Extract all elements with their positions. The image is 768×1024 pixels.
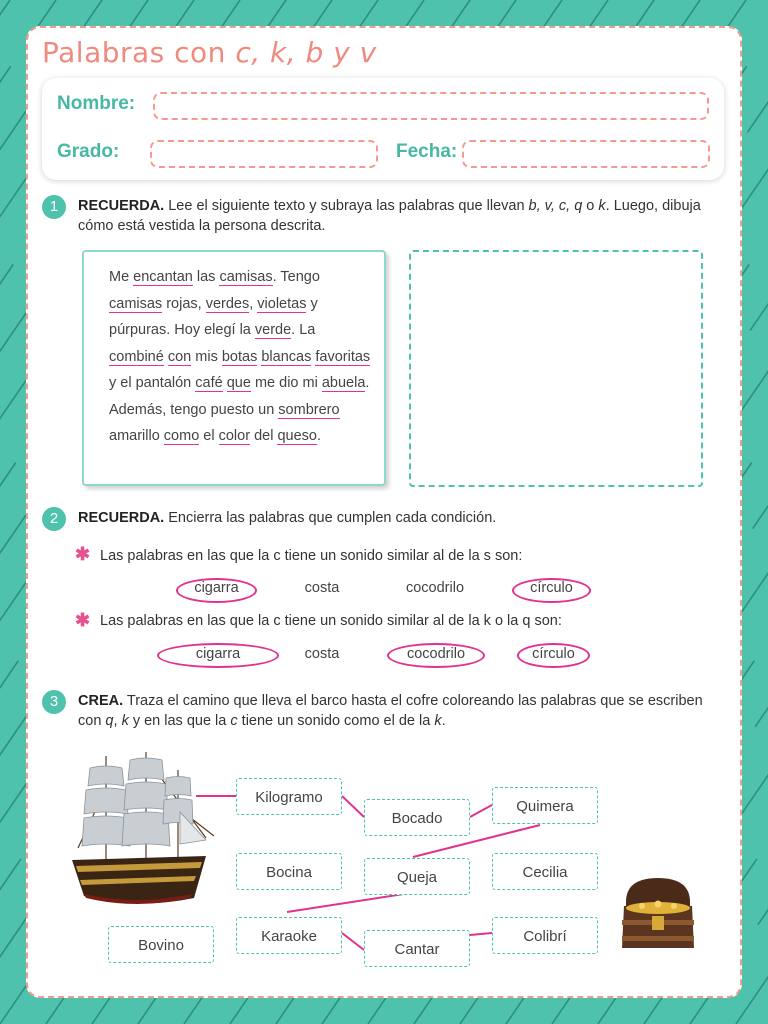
- text-segment: .: [316, 428, 322, 444]
- underlined-word[interactable]: camisas: [109, 295, 163, 312]
- path-word-box[interactable]: Bocado: [364, 799, 470, 836]
- path-word-box[interactable]: Karaoke: [236, 917, 342, 954]
- exercise-2-instructions: RECUERDA. Encierra las palabras que cumplen cada condición.: [78, 510, 497, 526]
- text-segment: y: [306, 295, 318, 312]
- underlined-word[interactable]: verdes: [205, 295, 250, 312]
- text-segment: . Además,: [109, 375, 370, 418]
- underlined-word[interactable]: con: [167, 348, 192, 365]
- word-option[interactable]: cigarra: [194, 580, 239, 596]
- word-option[interactable]: costa: [304, 580, 340, 596]
- text-segment: el: [199, 428, 219, 444]
- exercise-2-number: 2: [42, 507, 66, 531]
- underlined-word[interactable]: verde: [254, 322, 292, 338]
- ship-image: [66, 748, 216, 913]
- text-segment: tengo puesto un: [170, 401, 279, 418]
- underlined-word[interactable]: sombrero: [278, 401, 340, 418]
- treasure-chest-image: [618, 876, 698, 952]
- underlined-word[interactable]: café: [195, 375, 223, 391]
- path-word-box[interactable]: Colibrí: [492, 917, 598, 954]
- exercise-3-number: 3: [42, 690, 66, 714]
- text-segment: me dio mi: [254, 375, 322, 391]
- bullet-icon: ✱: [75, 544, 91, 564]
- word-option[interactable]: círculo: [532, 646, 575, 662]
- path-word-box[interactable]: Kilogramo: [236, 778, 342, 815]
- underlined-word[interactable]: encantan: [133, 269, 193, 285]
- grade-field[interactable]: [150, 140, 378, 168]
- word-option[interactable]: círculo: [530, 580, 573, 596]
- underlined-word[interactable]: abuela: [321, 375, 366, 391]
- path-word-box[interactable]: Bovino: [108, 926, 214, 963]
- bullet-icon: ✱: [75, 610, 91, 630]
- name-field[interactable]: [153, 92, 709, 120]
- exercise-1-number: 1: [42, 195, 66, 219]
- underlined-word[interactable]: color: [218, 428, 251, 444]
- name-label: Nombre:: [57, 93, 136, 114]
- condition-1-prompt: Las palabras en las que la c tiene un sonido similar al de la s son:: [100, 548, 523, 564]
- underlined-word[interactable]: violetas: [257, 295, 307, 312]
- text-segment: púrpuras. Hoy elegí la: [109, 322, 255, 338]
- path-word-box[interactable]: Quimera: [492, 787, 598, 824]
- underlined-word[interactable]: blancas: [261, 348, 312, 365]
- text-segment: . Tengo: [272, 269, 320, 285]
- word-option[interactable]: costa: [304, 646, 340, 662]
- page-title: Palabras con c, k, b y v: [42, 36, 377, 69]
- text-segment: amarillo: [109, 428, 164, 444]
- date-label: Fecha:: [396, 141, 458, 162]
- underlined-word[interactable]: combiné: [109, 348, 164, 365]
- path-word-box[interactable]: Bocina: [236, 853, 342, 890]
- text-segment: rojas,: [162, 295, 206, 312]
- text-segment: mis: [191, 348, 222, 365]
- path-word-box[interactable]: Cecilia: [492, 853, 598, 890]
- underlined-word[interactable]: queso: [277, 428, 317, 444]
- text-segment: ,: [249, 295, 258, 312]
- exercise-3-instructions: CREA. Traza el camino que lleva el barco hasta el cofre coloreando las palabras que se escriben con q, k y en las que la c tiene un sonido como el de la k.: [78, 693, 703, 729]
- underlined-word[interactable]: botas: [221, 348, 258, 365]
- word-option[interactable]: cocodrilo: [406, 646, 466, 662]
- drawing-area[interactable]: [409, 250, 703, 487]
- reading-text-box: [82, 250, 386, 486]
- text-segment: del: [250, 428, 278, 444]
- text-segment: y el pantalón: [109, 375, 196, 391]
- word-option[interactable]: cigarra: [195, 646, 241, 662]
- text-segment: las: [192, 269, 220, 285]
- grade-label: Grado:: [57, 141, 120, 162]
- text-segment: Me: [109, 269, 134, 285]
- underlined-word[interactable]: camisas: [219, 269, 273, 285]
- underlined-word[interactable]: que: [226, 375, 251, 391]
- path-word-box[interactable]: Queja: [364, 858, 470, 895]
- underlined-word[interactable]: como: [163, 428, 200, 444]
- word-option[interactable]: cocodrilo: [405, 580, 465, 596]
- path-word-box[interactable]: Cantar: [364, 930, 470, 967]
- text-segment: . La: [291, 322, 316, 338]
- condition-2-prompt: Las palabras en las que la c tiene un sonido similar al de la k o la q son:: [100, 613, 562, 629]
- underlined-word[interactable]: favoritas: [315, 348, 371, 365]
- date-field[interactable]: [462, 140, 710, 168]
- exercise-1-instructions: RECUERDA. Lee el siguiente texto y subraya las palabras que llevan b, v, c, q o k. Luego, dibuja cómo está vestida la persona descrita.: [78, 198, 701, 234]
